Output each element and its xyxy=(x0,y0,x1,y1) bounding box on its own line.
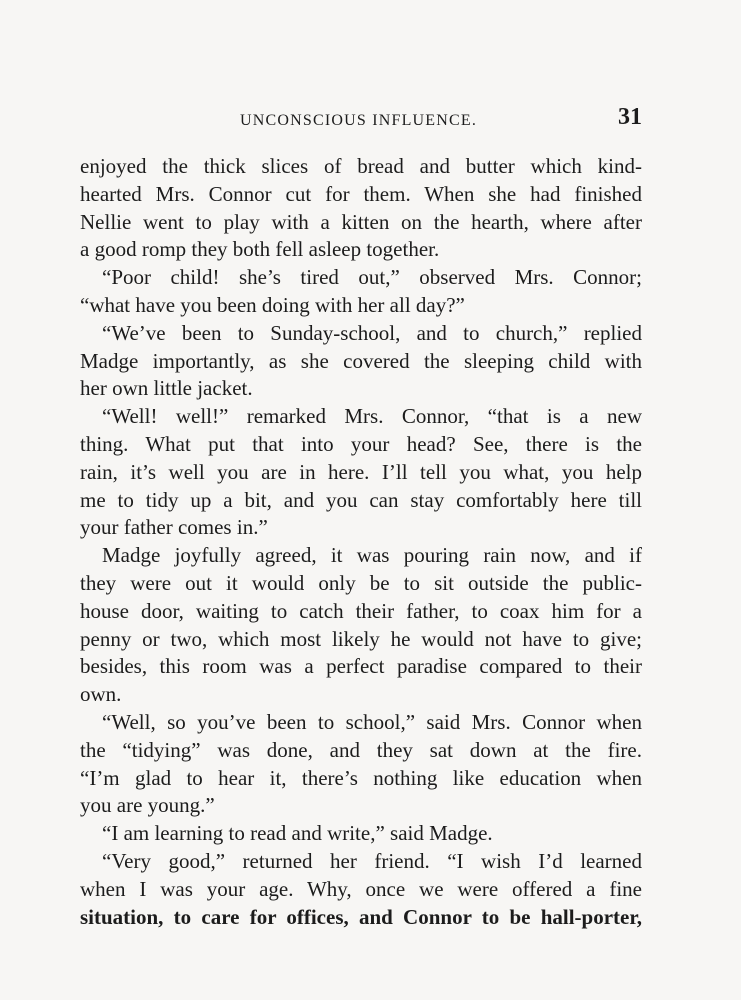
text-line: penny or two, which most likely he would not have to give; xyxy=(80,626,642,651)
text-line: a good romp they both fell asleep together. xyxy=(80,237,440,262)
text-line: when I was your age. Why, once we were offered a fine xyxy=(80,876,642,901)
page-header xyxy=(80,104,642,138)
text-line: “Well, so you’ve been to school,” said Mrs. Connor when xyxy=(102,709,642,734)
text-line: the “tidying” was done, and they sat down at the fire. xyxy=(80,737,642,762)
text-line: “what have you been doing with her all day?” xyxy=(80,292,465,317)
text-line: Madge joyfully agreed, it was pouring rain now, and if xyxy=(102,543,642,568)
text-line: hearted Mrs. Connor cut for them. When she had finished xyxy=(80,181,642,206)
text-line: “We’ve been to Sunday-school, and to church,” replied xyxy=(102,320,642,345)
text-line: me to tidy up a bit, and you can stay comfortably here till xyxy=(80,487,642,512)
text-line: “Well! well!” remarked Mrs. Connor, “that is a new xyxy=(102,404,642,429)
text-line: your father comes in.” xyxy=(80,515,268,540)
text-line: thing. What put that into your head? See, there is the xyxy=(80,431,642,456)
text-line: enjoyed the thick slices of bread and butter which kind- xyxy=(80,154,642,178)
text-line: “I am learning to read and write,” said Madge. xyxy=(102,821,493,846)
text-line: “Very good,” returned her friend. “I wish I’d learned xyxy=(102,848,642,873)
text-line: her own little jacket. xyxy=(80,376,253,401)
page-number: 31 xyxy=(618,104,642,130)
text-line: situation, to care for offices, and Connor to be hall-porter, xyxy=(80,904,642,929)
text-line: you are young.” xyxy=(80,793,215,818)
running-head: UNCONSCIOUS INFLUENCE. xyxy=(240,112,478,129)
text-line: “I’m glad to hear it, there’s nothing like education when xyxy=(80,765,642,790)
text-line: Nellie went to play with a kitten on the hearth, where after xyxy=(80,209,642,234)
text-line: besides, this room was a perfect paradise compared to their xyxy=(80,654,642,679)
text-line: own. xyxy=(80,682,122,707)
text-line: “Poor child! she’s tired out,” observed Mrs. Connor; xyxy=(102,265,642,290)
text-line: Madge importantly, as she covered the sleeping child with xyxy=(80,348,642,373)
text-line: rain, it’s well you are in here. I’ll tell you what, you help xyxy=(80,459,642,484)
text-line: house door, waiting to catch their father, to coax him for a xyxy=(80,598,642,623)
body-text xyxy=(80,153,642,931)
text-line: they were out it would only be to sit outside the public- xyxy=(80,570,642,595)
